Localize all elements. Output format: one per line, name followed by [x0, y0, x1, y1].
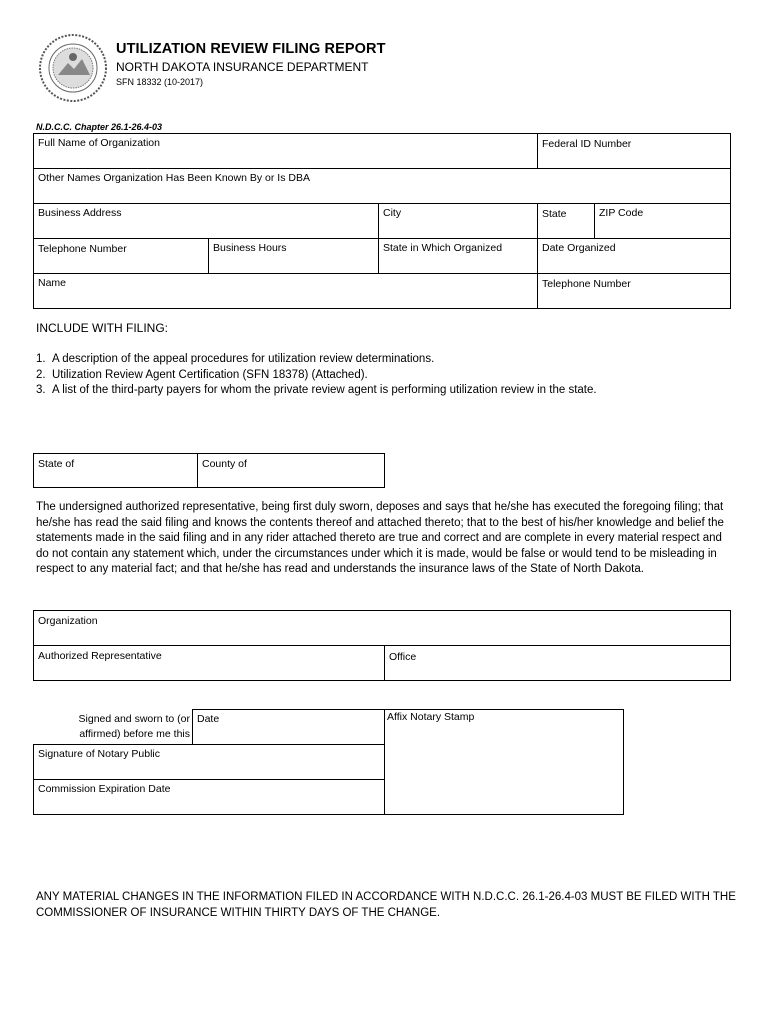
notary-stamp-area: [384, 709, 624, 815]
field-label: ZIP Code: [599, 207, 644, 219]
field-state-organized[interactable]: [378, 238, 538, 274]
field-label: Federal ID Number: [542, 138, 632, 150]
department-name: NORTH DAKOTA INSURANCE DEPARTMENT: [116, 60, 369, 74]
state-seal-logo: [38, 33, 108, 103]
field-label: County of: [202, 458, 247, 470]
field-organization[interactable]: [33, 610, 731, 646]
list-item: 1. A description of the appeal procedures for utilization review determinations.: [36, 353, 435, 365]
signed-sworn-text: Signed and sworn to (or affirmed) before me this: [78, 713, 190, 740]
field-city[interactable]: [378, 203, 538, 239]
field-label: Date: [197, 713, 220, 725]
field-label: Office: [389, 651, 417, 663]
chapter-reference: N.D.C.C. Chapter 26.1-26.4-03: [36, 122, 163, 132]
include-list: [36, 352, 597, 399]
field-label: Other Names Organization Has Been Known By or Is DBA: [38, 172, 310, 184]
field-label: City: [383, 207, 402, 219]
field-business-address[interactable]: [33, 203, 379, 239]
field-authorized-representative[interactable]: [33, 645, 385, 681]
footer-notice: ANY MATERIAL CHANGES IN THE INFORMATION FILED IN ACCORDANCE WITH N.D.C.C. 26.1-26.4-03 MUST BE FILED WITH THE COMMISSIONER OF INSURANCE WITHIN THIRTY DAYS OF THE CHANGE.: [36, 891, 736, 919]
oath-statement: The undersigned authorized representative, being first duly sworn, deposes and says that he/she has executed the foregoing filing; that he/she has read the said filing and knows the contents thereof and attached thereto; that to the best of his/her knowledge and belief the statements made in the said filing and in any rider attached thereto are true and correct and are complete in every material respect and do not contain any statement which, under the circumstances under which it is made, would be false or would tend to be misleading in respect to any material fact; and that he/she has read and understands the insurance laws of the State of North Dakota.: [36, 501, 724, 576]
field-label: Business Address: [38, 207, 122, 219]
field-county-of[interactable]: [197, 453, 385, 488]
field-contact-telephone[interactable]: [537, 273, 731, 309]
field-date-organized[interactable]: [537, 238, 731, 274]
field-other-names[interactable]: [33, 168, 731, 204]
field-contact-name[interactable]: [33, 273, 538, 309]
field-label: Telephone Number: [38, 243, 127, 255]
field-label: Authorized Representative: [38, 650, 162, 662]
form-title: UTILIZATION REVIEW FILING REPORT: [116, 41, 386, 57]
field-federal-id[interactable]: [537, 133, 731, 169]
field-state-of[interactable]: [33, 453, 198, 488]
include-heading: INCLUDE WITH FILING:: [36, 321, 169, 335]
field-label: Signature of Notary Public: [38, 748, 160, 760]
field-notary-signature[interactable]: [33, 744, 385, 780]
field-label: State in Which Organized: [383, 242, 503, 254]
field-telephone[interactable]: [33, 238, 209, 274]
field-label: Organization: [38, 615, 98, 627]
form-number: SFN 18332 (10-2017): [116, 77, 204, 87]
field-state[interactable]: [537, 203, 595, 239]
field-label: State of: [38, 458, 75, 470]
list-item: 3. A list of the third-party payers for whom the private review agent is performing utilization review in the state.: [36, 384, 597, 396]
field-label: Full Name of Organization: [38, 137, 160, 149]
field-zip[interactable]: [594, 203, 731, 239]
field-office[interactable]: [384, 645, 731, 681]
field-label: Telephone Number: [542, 278, 631, 290]
field-business-hours[interactable]: [208, 238, 379, 274]
field-label: Name: [38, 277, 67, 289]
field-notary-date[interactable]: [192, 709, 385, 745]
field-label: Affix Notary Stamp: [387, 711, 475, 723]
field-full-name[interactable]: [33, 133, 538, 169]
field-label: Date Organized: [542, 242, 616, 254]
field-commission-expiration[interactable]: [33, 779, 385, 815]
list-item: 2. Utilization Review Agent Certification (SFN 18378) (Attached).: [36, 368, 368, 381]
field-label: Business Hours: [213, 242, 287, 254]
field-label: State: [542, 208, 567, 220]
field-label: Commission Expiration Date: [38, 783, 171, 795]
